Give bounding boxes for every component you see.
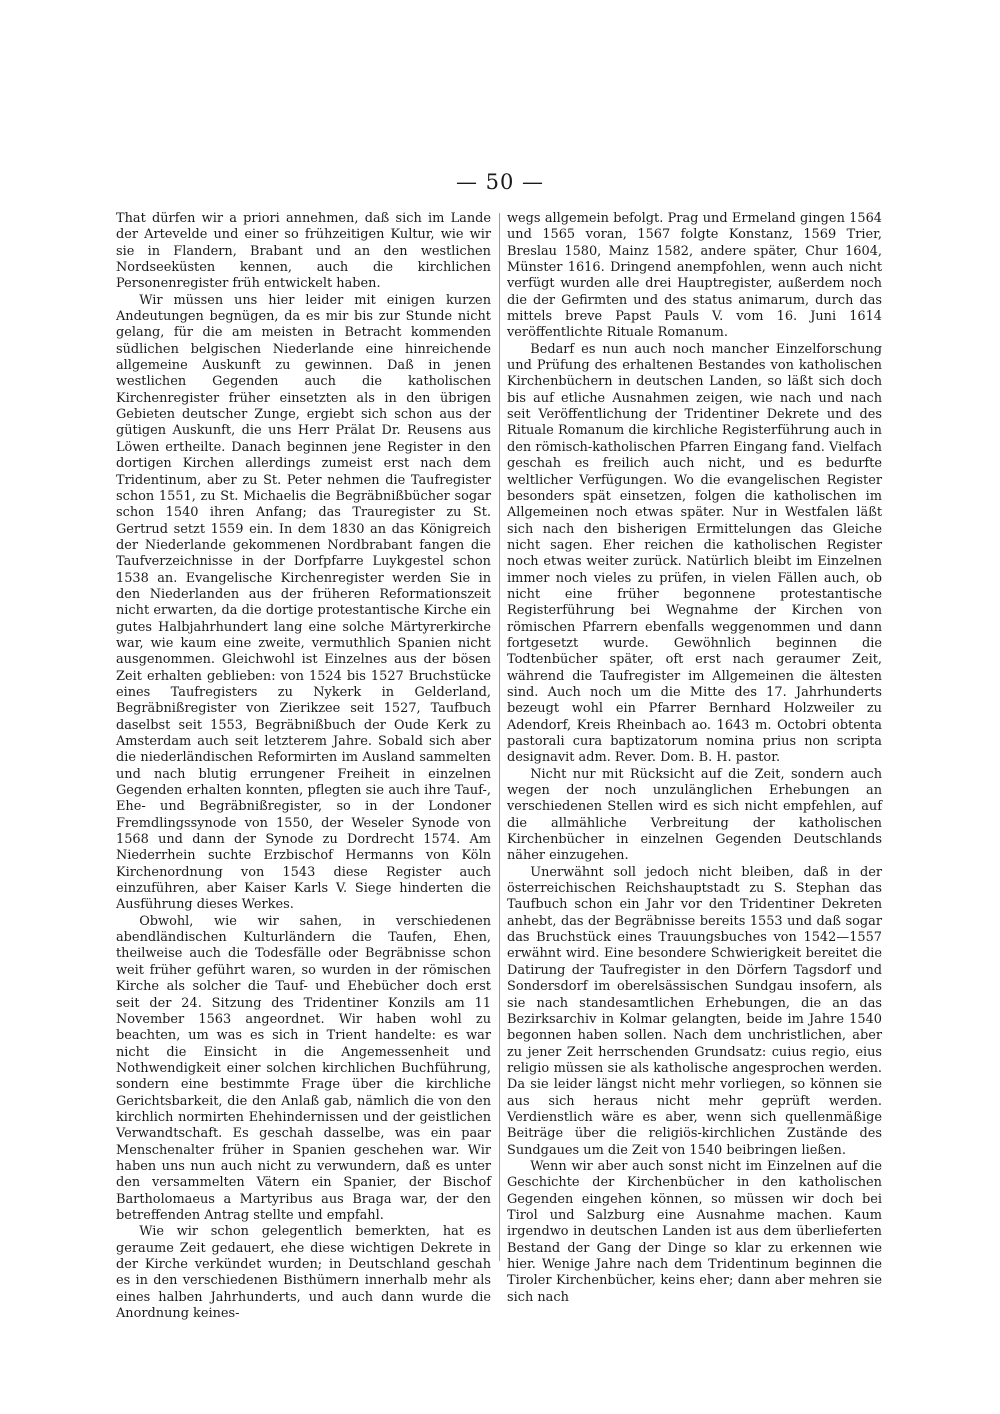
text-columns [116, 211, 882, 1322]
paragraph: Obwohl, wie wir sahen, in verschiedenen abendländischen Kulturländern die Taufen, Ehen, theilweise auch die Todesfälle oder Begräbnisse schon weit früher geführt waren, so wurden in der römischen Kirche als solcher die Tauf- und Ehebücher doch erst seit der 24. Sitzung des Tridentiner Konzils am 11 November 1563 angeordnet. Wir haben wohl zu beachten, um was es sich in Trient handelte: es war nicht die Einsicht in die Angemessenheit und Nothwendigkeit einer solchen kirchlichen Buchführung, sondern eine bestimmte Frage über die kirchliche Gerichtsbarkeit, die den Anlaß gab, nämlich die von den kirchlich normirten Ehehindernissen und der geistlichen Verwandtschaft. Es geschah dasselbe, was ein paar Menschenalter früher in Spanien geschehen war. Wir haben uns nun auch nicht zu verwundern, daß es unter den versammelten Vätern ein Spanier, der Bischof Bartholomaeus a Martyribus aus Braga war, der den betreffenden Antrag stellte und empfahl. [116, 913, 491, 1223]
paragraph: Unerwähnt soll jedoch nicht bleiben, daß in der österreichischen Reichshauptstadt zu S. Stephan das Taufbuch schon ein Jahr vor den Tridentiner Dekreten anhebt, das der Begräbnisse bereits 1553 und daß sogar das Bruchstück eines Trauungsbuches von 1542—1557 erwähnt wird. Eine besondere Schwierigkeit bereitet die Datirung der Taufregister in den Dörfern Tagsdorf und Sondersdorf im oberelsässischen Sundgau insofern, als sie nach standesamtlichen Erhebungen, die an das Bezirksarchiv in Kolmar gelangten, beide im Jahre 1540 begonnen haben sollen. Nach dem unchristlichen, aber zu jener Zeit herrschenden Grundsatz: cuius regio, eius religio müssen sie als katholische angesprochen werden. Da sie leider längst nicht mehr vorliegen, so können sie aus sich heraus nicht mehr geprüft werden. Verdienstlich wäre es aber, wenn sich quellenmäßige Beiträge über die religiös-kirchlichen Zustände des Sundgaues um die Zeit von 1540 beibringen ließen. [507, 864, 882, 1158]
right-column [507, 211, 882, 1305]
left-column [116, 211, 491, 1322]
paragraph: That dürfen wir a priori annehmen, daß sich im Lande der Artevelde und einer so frühzeitigen Kultur, wie wir sie in Flandern, Brabant und an den westlichen Nordseeküsten kennen, auch die kirchlichen Personenregister früh entwickelt haben. [116, 211, 491, 292]
paragraph: wegs allgemein befolgt. Prag und Ermeland gingen 1564 und 1565 voran, 1567 folgte Konstanz, 1569 Trier, Breslau 1580, Mainz 1582, andere später, Chur 1604, Münster 1616. Dringend anempfohlen, wenn auch nicht verfügt wurden alle drei Hauptregister, außerdem noch die der Gefirmten und des status animarum, durch das mittels breve Papst Pauls V. vom 16. Juni 1614 veröffentlichte Rituale Romanum. [507, 211, 882, 341]
page-number: — 50 — [455, 170, 545, 194]
paragraph: Bedarf es nun auch noch mancher Einzelforschung und Prüfung des erhaltenen Bestandes von katholischen Kirchenbüchern in deutschen Landen, so läßt sich doch bis auf etliche Ausnahmen zeigen, wie nach und nach seit Veröffentlichung der Tridentiner Dekrete und des Rituale Romanum die kirchliche Registerführung auch in den römisch-katholischen Pfarren Eingang fand. Vielfach geschah es freilich auch nicht, und es bedurfte weltlicher Verfügungen. Wo die evangelischen Register besonders spät einsetzen, folgen die katholischen im Allgemeinen noch etwas später. Nur in Westfalen läßt sich nach den bisherigen Ermittelungen das Gleiche nicht sagen. Eher reichen die katholischen Register noch etwas weiter zurück. Natürlich bleibt im Einzelnen immer noch vieles zu prüfen, in vielen Fällen auch, ob nicht eine früher begonnene protestantische Registerführung bei Wegnahme der Kirchen von römischen Pfarrern ebenfalls weggenommen und dann fortgesetzt wurde. Gewöhnlich beginnen die Todtenbücher später, oft erst nach geraumer Zeit, während die Taufregister im Allgemeinen die ältesten sind. Auch noch um die Mitte des 17. Jahrhunderts bezeugt wohl ein Pfarrer Bernhard Holzweiler zu Adendorf, Kreis Rheinbach ao. 1643 m. Octobri obtenta pastorali cura baptizatorum nomina prius non scripta designavit adm. Rever. Dom. B. H. pastor. [507, 341, 882, 766]
column-divider [499, 213, 500, 1261]
paragraph: Wir müssen uns hier leider mit einigen kurzen Andeutungen begnügen, da es mir bis zur Stunde nicht gelang, für die am meisten in Betracht kommenden südlichen belgischen Niederlande eine hinreichende allgemeine Auskunft zu gewinnen. Daß in jenen westlichen Gegenden auch die katholischen Kirchenregister früher einsetzten als in den übrigen Gebieten deutscher Zunge, ergiebt sich schon aus der gütigen Auskunft, die uns Herr Prälat Dr. Reusens aus Löwen ertheilte. Danach beginnen jene Register in den dortigen Kirchen allerdings zumeist erst nach dem Tridentinum, aber zu St. Peter nehmen die Taufregister schon 1551, zu St. Michaelis die Begräbnißbücher sogar schon 1540 ihren Anfang; das Trauregister zu St. Gertrud setzt 1559 ein. In dem 1830 an das Königreich der Niederlande gekommenen Nordbrabant fangen die Taufverzeichnisse in der Dorfpfarre Luykgestel schon 1538 an. Evangelische Kirchenregister werden Sie in den Niederlanden aus der früheren Reformationszeit nicht erwarten, da die dortige protestantische Kirche ein gutes Halbjahrhundert lang eine solche Märtyrerkirche war, wie kaum eine zweite, vermuthlich Spanien nicht ausgenommen. Gleichwohl ist Einzelnes aus der bösen Zeit erhalten geblieben: von 1524 bis 1527 Bruchstücke eines Taufregisters zu Nykerk in Gelderland, Begräbnißregister von Zierikzee seit 1527, Taufbuch daselbst seit 1553, Begräbnißbuch der Oude Kerk zu Amsterdam auch seit letzterem Jahre. Sobald sich aber die niederländischen Reformirten im Ausland sammelten und nach blutig errungener Freiheit in einzelnen Gegenden erhalten konnten, pflegten sie auch ihre Tauf-, Ehe- und Begräbnißregister, so in der Londoner Fremdlingssynode von 1550, der Weseler Synode von 1568 und dann der Synode zu Dordrecht 1574. Am Niederrhein suchte Erzbischof Hermanns von Köln Kirchenordnung von 1543 diese Register auch einzuführen, aber Kaiser Karls V. Siege hinderten die Ausführung dieses Werkes. [116, 292, 491, 913]
paragraph: Wenn wir aber auch sonst nicht im Einzelnen auf die Geschichte der Kirchenbücher in den katholischen Gegenden eingehen können, so müssen wir doch bei Tirol und Salzburg eine Ausnahme machen. Kaum irgendwo in deutschen Landen ist aus dem überlieferten Bestand der Gang der Dinge so klar zu erkennen wie hier. Wenige Jahre nach dem Tridentinum beginnen die Tiroler Kirchenbücher, keins eher; dann aber mehren sie sich nach [507, 1158, 882, 1305]
paragraph: Nicht nur mit Rücksicht auf die Zeit, sondern auch wegen der noch unzulänglichen Erhebungen an verschiedenen Stellen wird es sich nicht empfehlen, auf die allmähliche Verbreitung der katholischen Kirchenbücher in einzelnen Gegenden Deutschlands näher einzugehen. [507, 766, 882, 864]
paragraph: Wie wir schon gelegentlich bemerkten, hat es geraume Zeit gedauert, ehe diese wichtigen Dekrete in der Kirche verkündet wurden; in Deutschland geschah es in den verschiedenen Bisthümern innerhalb mehr als eines halben Jahrhunderts, und auch dann wurde die Anordnung keines- [116, 1224, 491, 1322]
